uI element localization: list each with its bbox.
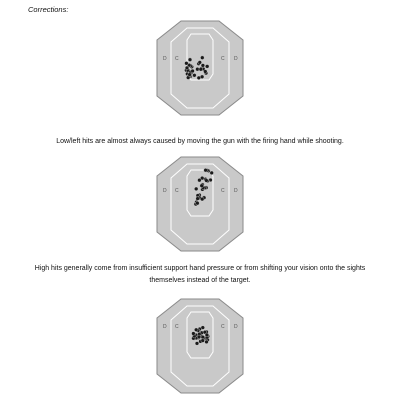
target-low-left [155,20,245,116]
zone-label-d-right: D [234,188,238,194]
zone-label-d-right: D [234,324,238,330]
target-1-svg [155,20,245,116]
bullet-hole [185,66,189,70]
bullet-hole [185,61,189,65]
bullet-hole [196,197,200,201]
target-outer-zone [157,299,243,393]
caption-low-left: Low/left hits are almost always caused by moving the gun with the firing hand while shooting. [56,138,344,145]
bullet-hole [196,67,200,71]
bullet-hole [188,58,192,62]
target-2-svg [155,156,245,252]
bullet-hole [200,197,204,201]
bullet-hole [201,339,205,343]
zone-label-c-left: C [175,188,179,194]
bullet-hole [205,179,209,183]
target-outer-zone [157,157,243,251]
bullet-hole [192,332,196,336]
bullet-hole [201,326,205,330]
bullet-hole [210,171,214,175]
bullet-hole [200,184,204,188]
bullet-hole [200,75,204,79]
bullet-hole [205,333,209,337]
target-3-svg [155,298,245,394]
bullet-hole [194,328,198,332]
caption-high-text: High hits generally come from insufficient support hand pressure or from shifting your vision onto the sights themselves instead of the target. [34,265,366,284]
bullet-hole [201,335,205,339]
bullet-hole [196,201,200,205]
bullet-hole [198,61,202,65]
bullet-hole [204,168,208,172]
zone-label-d-left: D [163,324,167,330]
target-high [155,156,245,252]
zone-label-d-left: D [163,56,167,62]
zone-label-c-right: C [221,56,225,62]
bullet-hole [191,69,195,73]
zone-label-c-right: C [221,324,225,330]
zone-label-d-right: D [234,56,238,62]
bullet-hole [199,67,203,71]
bullet-hole [205,65,209,69]
bullet-hole [194,187,198,191]
bullet-hole [203,70,207,74]
zone-label-c-left: C [175,56,179,62]
caption-high [20,263,380,287]
bullet-hole [200,56,204,60]
bullet-hole [188,73,192,77]
zone-label-c-left: C [175,324,179,330]
bullet-hole [197,335,201,339]
bullet-hole [195,342,199,346]
bullet-hole [205,340,209,344]
target-center [155,298,245,394]
zone-label-d-left: D [163,188,167,194]
bullet-hole [193,73,197,77]
corrections-heading: Corrections: [28,5,69,14]
bullet-hole [201,64,205,68]
bullet-hole [198,178,202,182]
zone-label-c-right: C [221,188,225,194]
